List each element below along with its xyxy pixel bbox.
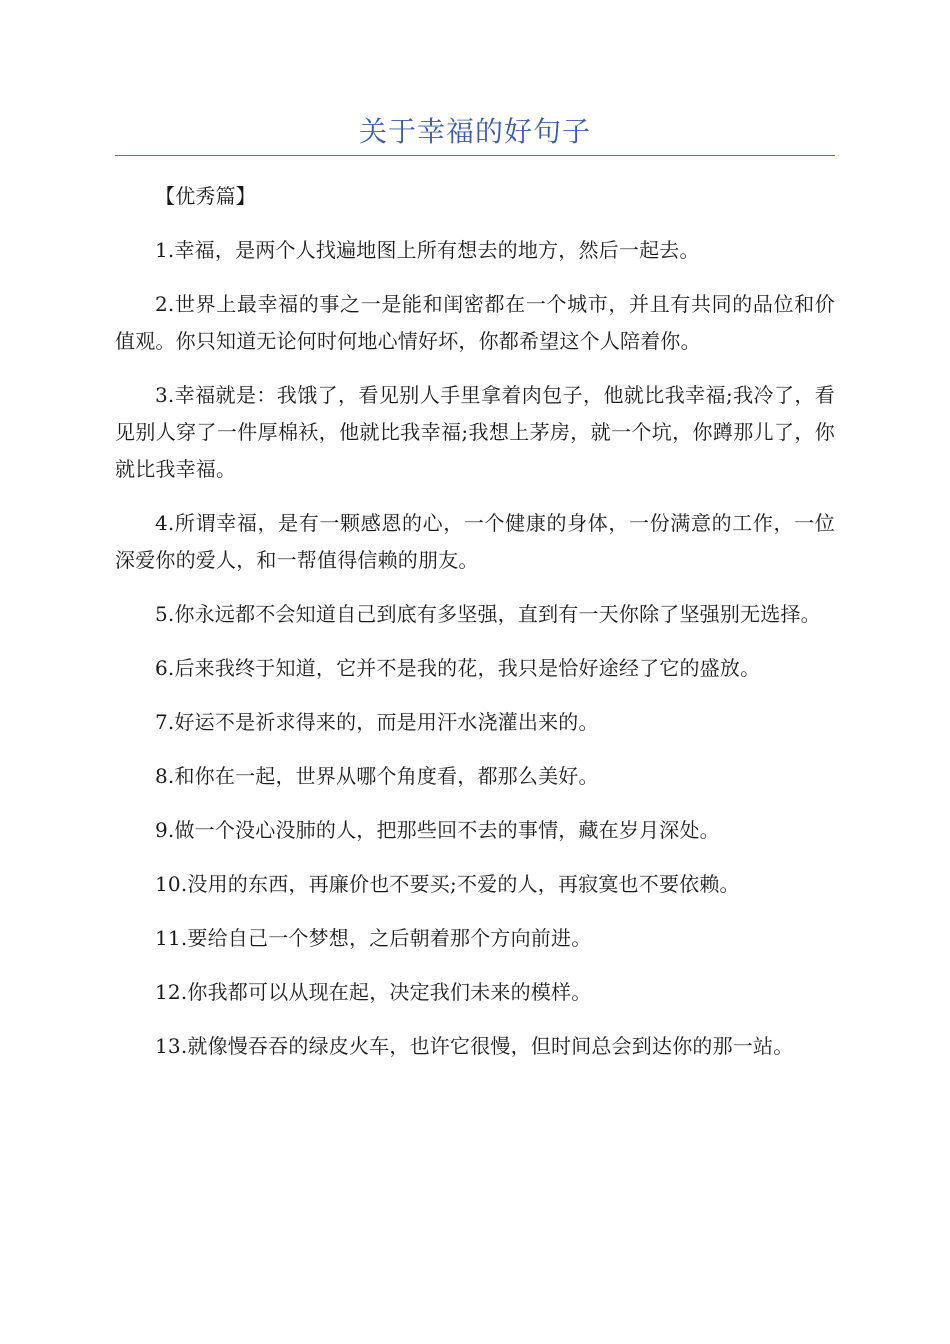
paragraph-1: 1.幸福，是两个人找遍地图上所有想去的地方，然后一起去。 xyxy=(155,238,700,262)
paragraph-7: 7.好运不是祈求得来的，而是用汗水浇灌出来的。 xyxy=(155,710,599,734)
paragraph-2: 2.世界上最幸福的事之一是能和闺密都在一个城市，并且有共同的品位和价值观。你只知道无论何时何地心情好坏，你都希望这个人陪着你。 xyxy=(115,292,835,353)
paragraph-6: 6.后来我终于知道，它并不是我的花，我只是恰好途经了它的盛放。 xyxy=(155,656,761,680)
paragraph-10: 10.没用的东西，再廉价也不要买;不爱的人，再寂寞也不要依赖。 xyxy=(155,872,740,896)
paragraph-12: 12.你我都可以从现在起，决定我们未来的模样。 xyxy=(155,980,592,1004)
document-body xyxy=(115,178,835,1082)
paragraph-5: 5.你永远都不会知道自己到底有多坚强，直到有一天你除了坚强别无选择。 xyxy=(155,602,821,626)
title-underline xyxy=(115,155,835,156)
paragraph-3: 3.幸福就是：我饿了，看见别人手里拿着肉包子，他就比我幸福;我冷了，看见别人穿了一件厚棉袄，他就比我幸福;我想上茅房，就一个坑，你蹲那儿了，你就比我幸福。 xyxy=(115,383,835,481)
paragraph-13: 13.就像慢吞吞的绿皮火车，也许它很慢，但时间总会到达你的那一站。 xyxy=(155,1034,794,1058)
paragraph-4: 4.所谓幸福，是有一颗感恩的心，一个健康的身体，一份满意的工作，一位深爱你的爱人，和一帮值得信赖的朋友。 xyxy=(115,511,835,572)
document-title: 关于幸福的好句子 xyxy=(358,115,591,148)
paragraph-8: 8.和你在一起，世界从哪个角度看，都那么美好。 xyxy=(155,764,599,788)
section-label: 【优秀篇】 xyxy=(155,184,256,208)
paragraph-9: 9.做一个没心没肺的人，把那些回不去的事情，藏在岁月深处。 xyxy=(155,818,720,842)
paragraph-11: 11.要给自己一个梦想，之后朝着那个方向前进。 xyxy=(155,926,592,950)
